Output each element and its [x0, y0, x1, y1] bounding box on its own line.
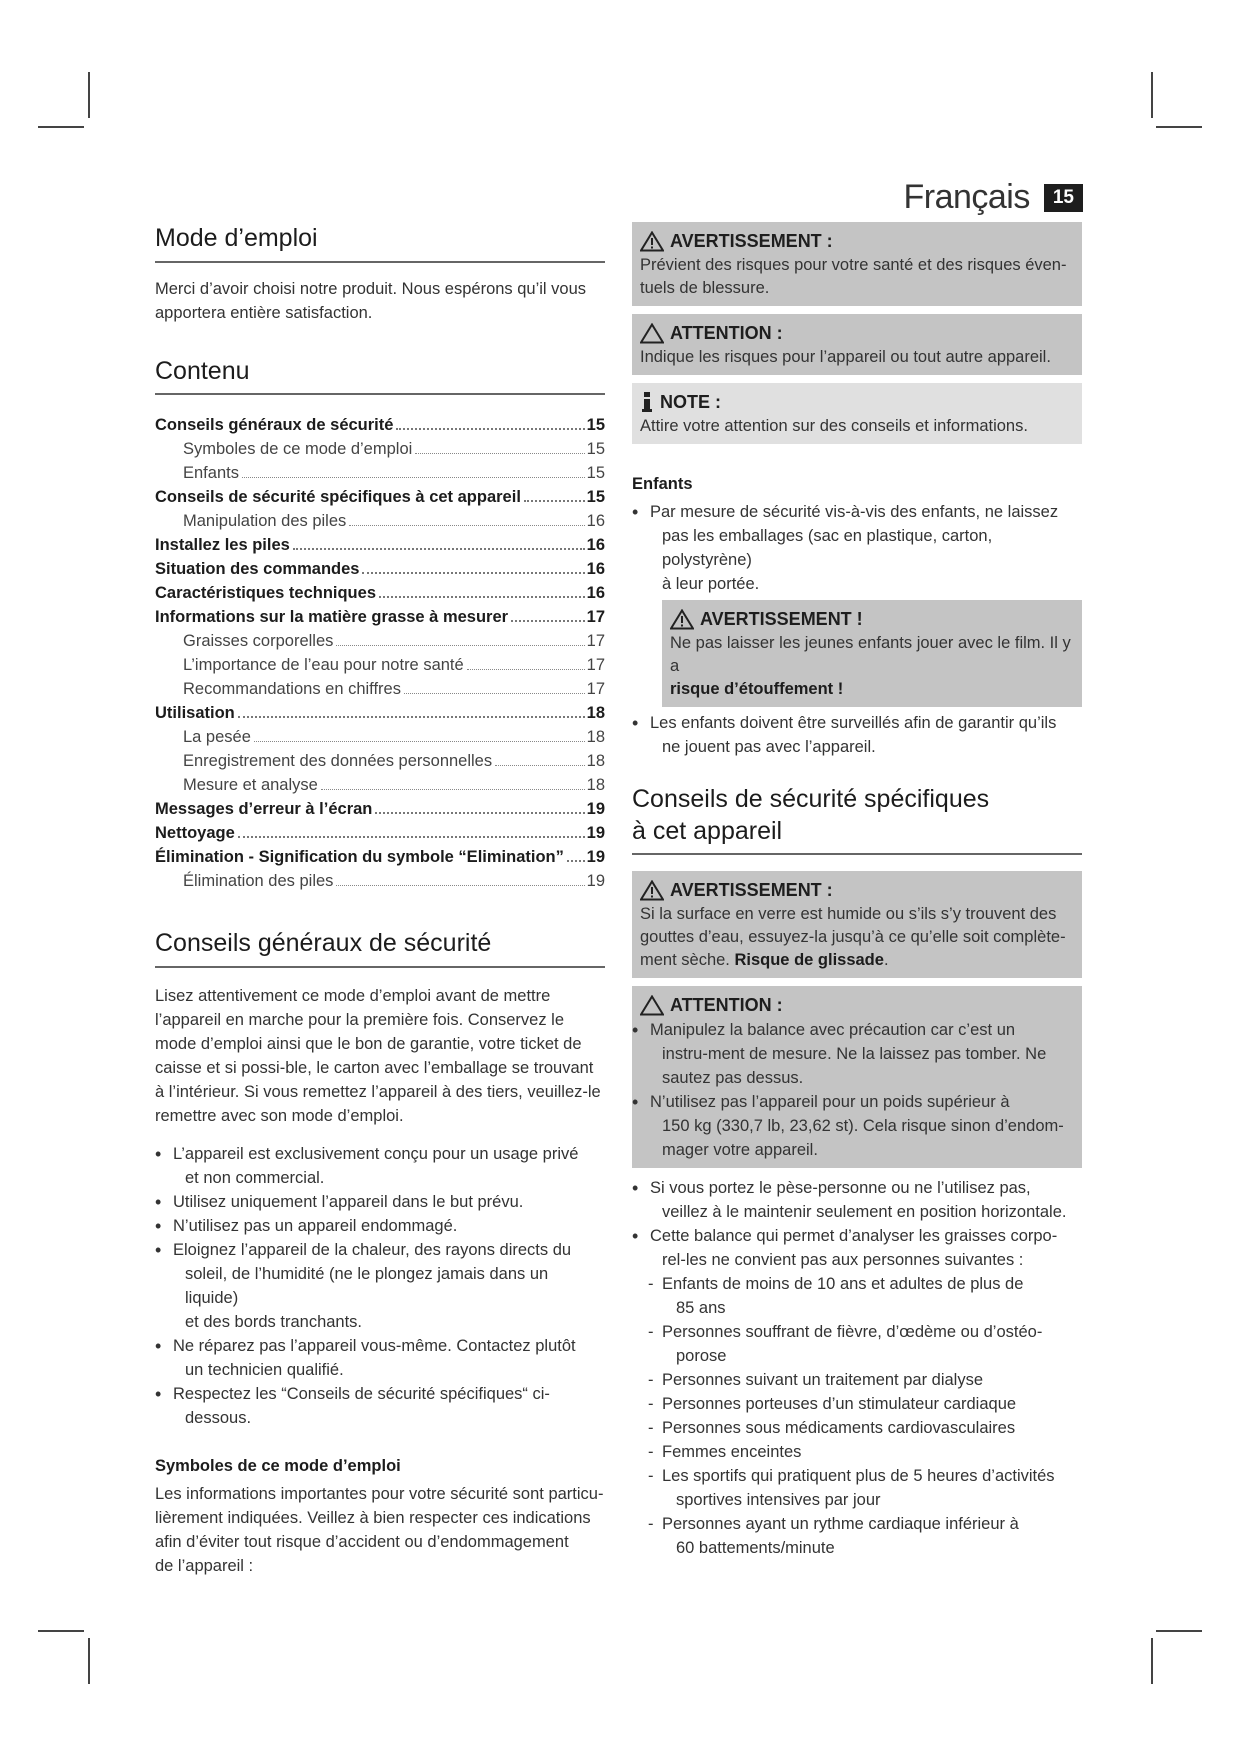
toc-page: 15 — [586, 464, 605, 482]
toc-label: Recommandations en chiffres — [183, 680, 401, 698]
text-line: lièrement indiquées. Veillez à bien respecter ces indications — [155, 1508, 591, 1527]
dash-item: - Les sportifs qui pratiquent plus de 5 heures d’activités sportives intensives par jour — [632, 1464, 1082, 1512]
toc-page: 17 — [586, 632, 605, 650]
toc-page: 16 — [586, 560, 605, 578]
children-warning-box: AVERTISSEMENT ! Ne pas laisser les jeunes enfants jouer avec le film. Il y a risque d’étouffement ! — [662, 600, 1082, 707]
toc-page: 17 — [586, 656, 605, 674]
attention-list — [632, 1018, 1074, 1162]
toc-label: Graisses corporelles — [183, 632, 334, 650]
toc-page: 17 — [586, 680, 605, 698]
toc-page: 19 — [586, 800, 605, 818]
dash-item: - Personnes suivant un traitement par dialyse — [632, 1368, 1082, 1392]
crop-mark — [1156, 126, 1202, 128]
toc-page: 15 — [586, 488, 605, 506]
toc-page: 19 — [586, 872, 605, 890]
toc-entry[interactable] — [155, 605, 605, 629]
toc-entry[interactable] — [155, 821, 605, 845]
warning-icon — [640, 880, 664, 901]
toc-page: 16 — [586, 512, 605, 530]
text-line: mode d’emploi ainsi que le bon de garantie, votre ticket de — [155, 1034, 582, 1053]
toc-entry[interactable] — [155, 677, 605, 701]
list-item: • N’utilisez pas un appareil endommagé. — [155, 1214, 605, 1238]
page-number: 15 — [1044, 184, 1083, 212]
crop-mark — [88, 1638, 90, 1684]
toc-entry[interactable] — [155, 869, 605, 893]
list-item: • Respectez les “Conseils de sécurité spécifiques“ ci- dessous. — [155, 1382, 605, 1430]
toc-entry[interactable] — [155, 437, 605, 461]
note-text: Attire votre attention sur des conseils et informations. — [640, 417, 1028, 435]
warning-icon — [670, 609, 694, 630]
toc-entry[interactable] — [155, 413, 605, 437]
section-title-specific-safety: Conseils de sécurité spécifiques à cet appareil — [632, 783, 1082, 855]
attention-icon — [640, 323, 664, 344]
warning-icon — [640, 231, 664, 252]
toc-label: Conseils généraux de sécurité — [155, 416, 394, 434]
children-list — [632, 500, 1082, 596]
text-line: remettre avec son mode d’emploi. — [155, 1106, 404, 1125]
right-column — [632, 222, 1082, 1560]
list-item: • N’utilisez pas l’appareil pour un poids supérieur à 150 kg (330,7 lb, 23,62 st). Cela risque sinon d’endom- mager votre appareil. — [632, 1090, 1074, 1162]
list-item: • L’appareil est exclusivement conçu pour un usage privé et non commercial. — [155, 1142, 605, 1190]
toc-label: Élimination des piles — [183, 872, 334, 890]
toc-entry[interactable] — [155, 557, 605, 581]
section-title-mode: Mode d’emploi — [155, 222, 605, 263]
toc-label: Utilisation — [155, 704, 235, 722]
warning-notice-box: AVERTISSEMENT : Prévient des risques pour votre santé et des risques éven- tuels de blessure. — [632, 222, 1082, 306]
toc-label: Mesure et analyse — [183, 776, 318, 794]
section-title-general-safety: Conseils généraux de sécurité — [155, 927, 605, 968]
toc-label: Enregistrement des données personnelles — [183, 752, 493, 770]
crop-mark — [38, 126, 84, 128]
crop-mark — [1151, 1638, 1153, 1684]
toc-label: Manipulation des piles — [183, 512, 347, 530]
toc-label: Élimination - Signification du symbole “Elimination” — [155, 848, 564, 866]
toc-page: 17 — [586, 608, 605, 626]
toc-label: Symboles de ce mode d’emploi — [183, 440, 413, 458]
toc-page: 18 — [586, 752, 605, 770]
intro-line: Merci d’avoir choisi notre produit. Nous espérons qu’il vous — [155, 279, 587, 298]
attention-text: Indique les risques pour l’appareil ou tout autre appareil. — [640, 348, 1051, 366]
toc-page: 16 — [586, 584, 605, 602]
toc-label: Informations sur la matière grasse à mesurer — [155, 608, 509, 626]
toc-label: Messages d’erreur à l’écran — [155, 800, 373, 818]
dash-item: - Enfants de moins de 10 ans et adultes de plus de 85 ans — [632, 1272, 1082, 1320]
list-item: • Ne réparez pas l’appareil vous-même. Contactez plutôt un technicien qualifié. — [155, 1334, 605, 1382]
list-item: • Cette balance qui permet d’analyser les graisses corpo- rel-les ne convient pas aux personnes suivantes : — [632, 1224, 1082, 1272]
toc-entry[interactable] — [155, 485, 605, 509]
general-safety-list — [155, 1142, 605, 1430]
intro-text — [155, 277, 605, 325]
section-title-contents: Contenu — [155, 355, 605, 396]
crop-mark — [88, 72, 90, 118]
page-header — [903, 178, 1083, 217]
text-line: Lisez attentivement ce mode d’emploi avant de mettre — [155, 986, 551, 1005]
toc-entry[interactable] — [155, 653, 605, 677]
crop-mark — [1156, 1630, 1202, 1632]
toc-label: La pesée — [183, 728, 251, 746]
toc-entry[interactable] — [155, 629, 605, 653]
toc-entry[interactable] — [155, 725, 605, 749]
list-item: • Eloignez l’appareil de la chaleur, des rayons directs du soleil, de l’humidité (ne le plongez jamais dans un liquide) et des bords tranchants. — [155, 1238, 605, 1334]
children-list-2 — [632, 711, 1082, 759]
toc-entry[interactable] — [155, 773, 605, 797]
dash-item: - Personnes souffrant de fièvre, d’œdème ou d’ostéo- porose — [632, 1320, 1082, 1368]
dash-item: - Personnes ayant un rythme cardiaque inférieur à 60 battements/minute — [632, 1512, 1082, 1560]
info-icon — [640, 391, 654, 413]
dash-item: - Personnes sous médicaments cardiovasculaires — [632, 1416, 1082, 1440]
toc-label: Caractéristiques techniques — [155, 584, 376, 602]
toc-entry[interactable] — [155, 581, 605, 605]
toc-label: Situation des commandes — [155, 560, 360, 578]
dash-item: - Personnes porteuses d’un stimulateur cardiaque — [632, 1392, 1082, 1416]
toc-entry[interactable] — [155, 509, 605, 533]
specific-list — [632, 1176, 1082, 1272]
attention-title: ATTENTION : — [670, 323, 783, 343]
crop-mark — [1151, 72, 1153, 118]
left-column — [155, 222, 605, 1578]
toc-page: 15 — [586, 440, 605, 458]
intro-line: apportera entière satisfaction. — [155, 303, 373, 322]
toc-page: 15 — [586, 416, 605, 434]
toc-label: Enfants — [183, 464, 239, 482]
toc-page: 18 — [586, 728, 605, 746]
toc-page: 18 — [586, 704, 605, 722]
attention-notice-box — [632, 314, 1082, 375]
attention-title: ATTENTION : — [670, 995, 783, 1015]
toc-entry[interactable] — [155, 845, 605, 869]
warning-title: AVERTISSEMENT ! — [700, 609, 863, 629]
text-line: caisse et si possi-ble, le carton avec l’emballage se trouvant — [155, 1058, 594, 1077]
text-line: afin d’éviter tout risque d’accident ou d’endommagement — [155, 1532, 569, 1551]
toc-page: 19 — [586, 848, 605, 866]
specific-attention-box — [632, 986, 1082, 1168]
text-line: de l’appareil : — [155, 1556, 254, 1575]
crop-mark — [38, 1630, 84, 1632]
subsection-title-children: Enfants — [632, 475, 693, 493]
symbols-text — [155, 1482, 605, 1578]
text-line: à l’intérieur. Si vous remettez l’appareil à des tiers, veuillez-le — [155, 1082, 601, 1101]
table-of-contents — [155, 413, 605, 893]
list-item: • Manipulez la balance avec précaution car c’est un instru-ment de mesure. Ne la laissez pas tomber. Ne sautez pas dessus. — [632, 1018, 1074, 1090]
list-item: • Par mesure de sécurité vis-à-vis des enfants, ne laissez pas les emballages (sac en plastique, carton, polystyrène) à leur portée. — [632, 500, 1082, 596]
note-title: NOTE : — [660, 392, 721, 412]
specific-warning-box: AVERTISSEMENT : Si la surface en verre est humide ou s’ils s’y trouvent des gouttes d’eau, essuyez-la jusqu’à ce qu’elle soit complète- ment sèche. Risque de glissade. — [632, 871, 1082, 978]
excluded-persons-list — [632, 1272, 1082, 1560]
list-item: • Utilisez uniquement l’appareil dans le but prévu. — [155, 1190, 605, 1214]
warning-title: AVERTISSEMENT : — [670, 231, 833, 251]
note-notice-box — [632, 383, 1082, 444]
attention-icon — [640, 995, 664, 1016]
toc-label: Conseils de sécurité spécifiques à cet appareil — [155, 488, 521, 506]
toc-page: 16 — [586, 536, 605, 554]
language-label: Français — [903, 178, 1030, 216]
toc-label: L’importance de l’eau pour notre santé — [183, 656, 464, 674]
toc-entry[interactable] — [155, 701, 605, 725]
toc-page: 18 — [586, 776, 605, 794]
dash-item: - Femmes enceintes — [632, 1440, 1082, 1464]
warning-title: AVERTISSEMENT : — [670, 880, 833, 900]
toc-label: Nettoyage — [155, 824, 235, 842]
toc-entry[interactable] — [155, 533, 605, 557]
toc-entry[interactable] — [155, 461, 605, 485]
subsection-title-symbols: Symboles de ce mode d’emploi — [155, 1456, 401, 1475]
toc-page: 19 — [586, 824, 605, 842]
list-item: • Si vous portez le pèse-personne ou ne l’utilisez pas, veillez à le maintenir seulement en position horizontale. — [632, 1176, 1082, 1224]
toc-label: Installez les piles — [155, 536, 290, 554]
list-item: • Les enfants doivent être surveillés afin de garantir qu’ils ne jouent pas avec l’appareil. — [632, 711, 1082, 759]
text-line: Les informations importantes pour votre sécurité sont particu- — [155, 1484, 604, 1503]
toc-entry[interactable] — [155, 797, 605, 821]
general-safety-text — [155, 984, 605, 1128]
toc-entry[interactable] — [155, 749, 605, 773]
text-line: l’appareil en marche pour la première fois. Conservez le — [155, 1010, 565, 1029]
